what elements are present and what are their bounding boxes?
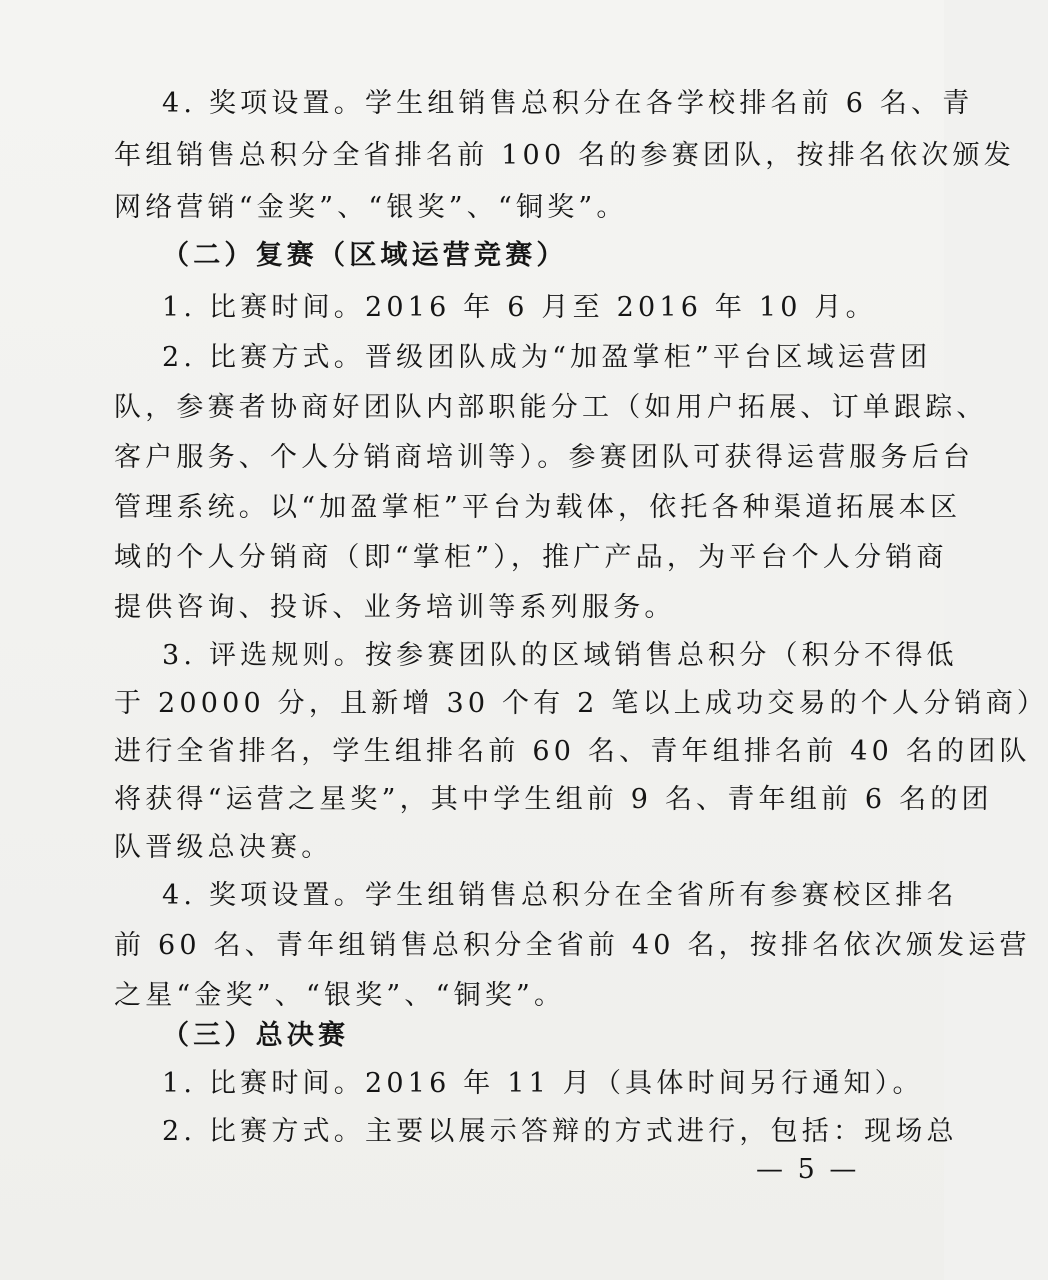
text-line: 将获得“运营之星奖”，其中学生组前 9 名、青年组前 6 名的团 — [114, 784, 993, 815]
text-line: 客户服务、个人分销商培训等）。参赛团队可获得运营服务后台 — [114, 442, 975, 473]
text-line: 1. 比赛时间。2016 年 6 月至 2016 年 10 月。 — [162, 292, 877, 323]
text-line: 之星“金奖”、“银奖”、“铜奖”。 — [114, 980, 566, 1011]
page-number: — 5 — — [756, 1154, 860, 1185]
text-line: 前 60 名、青年组销售总积分全省前 40 名，按排名依次颁发运营 — [114, 930, 1031, 961]
text-line: 于 20000 分，且新增 30 个有 2 笔以上成功交易的个人分销商） — [114, 688, 1048, 719]
text-line: 2. 比赛方式。主要以展示答辩的方式进行，包括：现场总 — [162, 1116, 958, 1147]
text-line: 域的个人分销商（即“掌柜”），推广产品，为平台个人分销商 — [114, 542, 948, 573]
section-heading-semifinal: （二）复赛（区域运营竞赛） — [162, 240, 568, 271]
text-line: 4. 奖项设置。学生组销售总积分在全省所有参赛校区排名 — [162, 880, 958, 911]
text-line: 提供咨询、投诉、业务培训等系列服务。 — [114, 592, 676, 623]
text-line: 年组销售总积分全省排名前 100 名的参赛团队，按排名依次颁发 — [114, 140, 1015, 171]
text-line: 管理系统。以“加盈掌柜”平台为载体，依托各种渠道拓展本区 — [114, 492, 962, 523]
text-line: 网络营销“金奖”、“银奖”、“铜奖”。 — [114, 192, 628, 223]
section-heading-final: （三）总决赛 — [162, 1020, 350, 1051]
text-line: 3. 评选规则。按参赛团队的区域销售总积分（积分不得低 — [162, 640, 958, 671]
text-line: 2. 比赛方式。晋级团队成为“加盈掌柜”平台区域运营团 — [162, 342, 932, 373]
text-line: 队，参赛者协商好团队内部职能分工（如用户拓展、订单跟踪、 — [114, 392, 988, 423]
text-line: 队晋级总决赛。 — [114, 832, 333, 863]
text-line: 4. 奖项设置。学生组销售总积分在各学校排名前 6 名、青 — [162, 88, 974, 119]
text-line: 进行全省排名，学生组排名前 60 名、青年组排名前 40 名的团队 — [114, 736, 1031, 767]
text-line: 1. 比赛时间。2016 年 11 月（具体时间另行通知）。 — [162, 1068, 924, 1099]
